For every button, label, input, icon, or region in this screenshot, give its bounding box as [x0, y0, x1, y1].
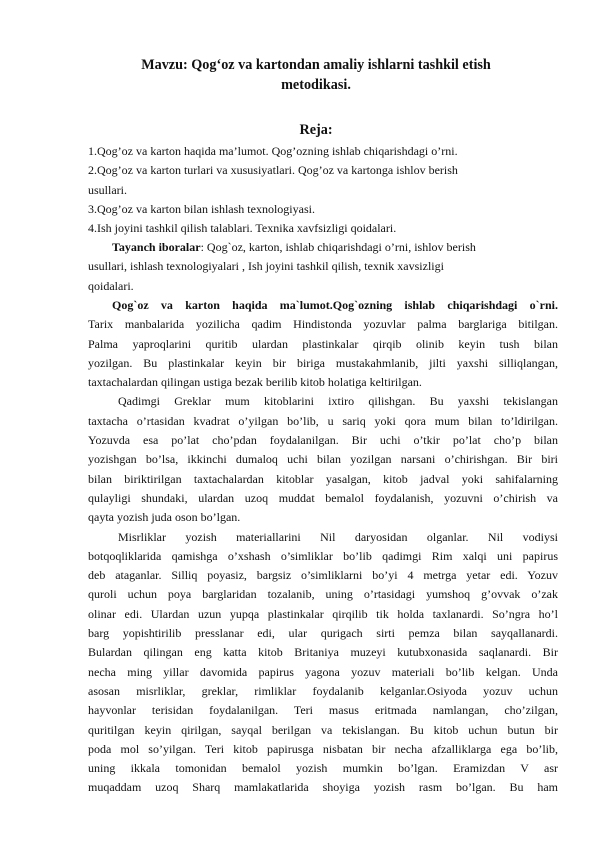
plan-item: usullari.	[88, 182, 127, 197]
keywords-block	[88, 238, 558, 296]
document-title	[88, 55, 544, 95]
keywords-line-1	[88, 238, 558, 257]
paragraph-line: yozishgan bo’lsa, ikkinchi dumaloq uchi bilan yozilgan narsani o’chirishgan. Bir biri	[88, 452, 558, 467]
paragraph-line: uning ikkala tomonidan bemalol yozish mumkin bo’lgan. Eramizdan V asr	[88, 761, 558, 776]
paragraph-line: muqaddam uzoq Sharq mamlakatlarida shoyiga yozish rasm bo’lgan. Bu ham	[88, 780, 558, 795]
paragraph-line: taxtacha o’rtasidan kvadrat o’yilgan bo’lib, u sariq yoki qora mum bilan to’ldirilgan.	[88, 413, 558, 428]
paragraph-line: olinar edi. Ulardan uzun yupqa plastinkalar qirqilib tik holda taxlanardi. So’ngra ho’l	[88, 606, 558, 621]
paragraph-1	[88, 315, 558, 392]
paragraph-line: qayta yozish juda oson bo’lgan.	[88, 510, 241, 525]
paragraph-line: taxtachalardan qilingan ustiga bezak berilib kitob holatiga keltirilgan.	[88, 375, 422, 390]
keywords-line-3: qoidalari.	[88, 278, 134, 293]
paragraph-2	[88, 392, 558, 527]
paragraph-line: poda mol so’yilgan. Teri kitob papirusga nisbatan bir necha afzalliklarga ega bo’lib,	[88, 741, 558, 756]
paragraph-line: necha ming yillar davomida papirus yagona yozuv materiali bo’lib kelgan. Unda	[88, 664, 558, 679]
paragraph-line: quritilgan keyin qirilgan, sayqal berilgan va tekislangan. Bu kitob uchun butun bir	[88, 722, 558, 737]
paragraph-3	[88, 528, 558, 798]
paragraph-line: botqoqliklarida qamishga o’xshash o’simliklar bo’lib qadimgi Rim xalqi uni papirus	[88, 548, 558, 563]
paragraph-line: Bulardan qilingan eng katta kitob Britaniya muzeyi kutubxonasida saqlanardi. Bir	[88, 645, 558, 660]
paragraph-line: qulayligi shundaki, ulardan uzoq muddat bemalol foydalanish, yozuvni o’chirish va	[88, 490, 558, 505]
plan-item: 1.Qog’oz va karton haqida ma’lumot. Qog’ozning ishlab chiqarishdagi o’rni.	[88, 144, 458, 158]
paragraph-line: hayvonlar terisidan foydalanilgan. Teri masus eritmada namlangan, cho’zilgan,	[88, 703, 558, 718]
section-heading: Qog`oz va karton haqida ma`lumot.Qog`ozning ishlab chiqarishdagi o`rni.	[112, 298, 558, 312]
plan-list	[88, 142, 558, 238]
keywords-label: Tayanch iboralar	[112, 240, 201, 254]
plan-heading: Reja:	[299, 122, 333, 138]
paragraph-line: Misrliklar yozish materiallarini Nil daryosidan olganlar. Nil vodiysi	[118, 529, 558, 544]
paragraph-line: Palma yaproqlarini quritib ulardan plastinkalar qirqib olinib keyin tush bilan	[88, 336, 558, 351]
title-line-1: Mavzu: Qog‘oz va kartondan amaliy ishlarni tashkil etish	[141, 57, 491, 73]
paragraph-line: yozilgan. Bu plastinkalar keyin bir biriga mustakahmlanib, jilti yaxshi silliqlangan,	[88, 355, 558, 370]
paragraph-line: barg yopishtirilib presslanar edi, ular qurigach sirti pemza bilan sayqallanardi.	[88, 626, 558, 641]
section-body	[88, 296, 558, 798]
plan-item: 2.Qog’oz va karton turlari va xususiyatlari. Qog’oz va kartonga ishlov berish	[88, 163, 458, 178]
paragraph-line: Qadimgi Greklar mum kitoblarini ixtiro qilishgan. Bu yaxshi tekislangan	[118, 394, 558, 409]
title-line-2: metodikasi.	[281, 77, 351, 93]
keywords-text: : Qog`oz, karton, ishlab chiqarishdagi o’rni, ishlov berish	[200, 240, 476, 254]
paragraph-line: Tarix manbalarida yozilicha qadim Hindistonda yozuvlar palma barglariga bitilgan.	[88, 317, 558, 332]
plan-item: 3.Qog’oz va karton bilan ishlash texnologiyasi.	[88, 201, 315, 216]
paragraph-line: Yozuvda esa po’lat cho’pdan foydalanilgan. Bir uchi o’tkir po’lat cho’p bilan	[88, 433, 558, 448]
paragraph-line: bilan biriktirilgan taxtachalardan kitoblar yasalgan, kitob jadval yoki sahifalarning	[88, 471, 558, 486]
plan-item: 4.Ish joyini tashkil qilish talablari. Texnika xavfsizligi qoidalari.	[88, 221, 397, 236]
paragraph-line: deb ataganlar. Silliq poyasiz, bargsiz o’simliklarni bo’yi 4 metrga yetar edi. Yozuv	[88, 568, 558, 583]
keywords-line-2: usullari, ishlash texnologiyalari , Ish joyini tashkil qilish, texnik xavsizligi	[88, 259, 444, 274]
paragraph-line: quroli uchun poya barglaridan tozalanib, uning o’rtasidagi yumshoq g’ovvak o’zak	[88, 587, 558, 602]
paragraph-line: asosan misrliklar, greklar, rimliklar foydalanib kelganlar.Osiyoda yozuv uchun	[88, 683, 558, 698]
